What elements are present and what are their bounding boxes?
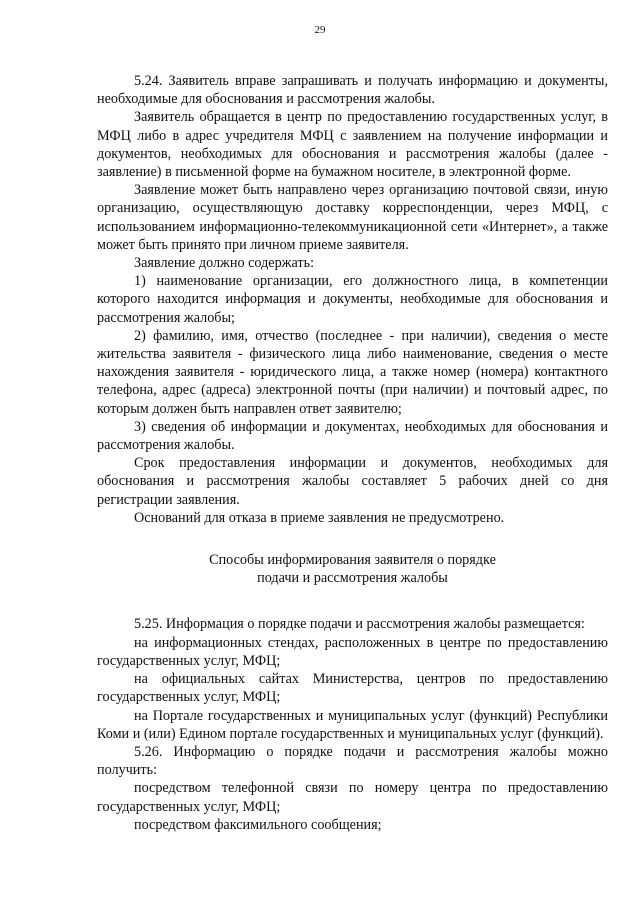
paragraph-deadline: Срок предоставления информации и документов, необходимых для обоснования и рассмотрения жалобы составляет 5 рабочих дней со дня регистрации заявления. <box>97 455 608 508</box>
paragraph-5-24: 5.24. Заявитель вправе запрашивать и получать информацию и документы, необходимые для обоснования и рассмотрения жалобы. <box>97 73 608 108</box>
paragraph-5-25: 5.25. Информация о порядке подачи и рассмотрения жалобы размещается: <box>134 616 585 633</box>
list-item-stands: на информационных стендах, расположенных в центре по предоставлению государственных услуг, МФЦ; <box>97 634 608 669</box>
list-item-fax: посредством факсимильного сообщения; <box>134 816 382 833</box>
section-heading-line-2: подачи и рассмотрения жалобы <box>257 570 448 587</box>
list-item-portals: на Портале государственных и муниципальных услуг (функций) Республики Коми и (или) Едином портале государственных и муниципальных услуг (функций). <box>97 707 608 742</box>
section-heading-line-1: Способы информирования заявителя о порядке <box>209 552 496 569</box>
paragraph-contents-intro: Заявление должно содержать: <box>134 255 315 272</box>
list-item-3: 3) сведения об информации и документах, необходимых для обоснования и рассмотрения жалобы. <box>97 418 608 454</box>
paragraph-no-refusal: Оснований для отказа в приеме заявления не предусмотрено. <box>134 509 505 526</box>
list-item-websites: на официальных сайтах Министерства, центров по предоставлению государственных услуг, МФЦ; <box>97 671 608 706</box>
paragraph-submission-methods: Заявление может быть направлено через организацию почтовой связи, иную организацию, осуществляющую доставку корреспонденции, через МФЦ, с использованием информационно-телекоммуникационной сети «Интернет», а также может быть принято при личном приеме заявителя. <box>97 182 608 253</box>
list-item-phone: посредством телефонной связи по номеру центра по предоставлению государственных услуг, МФЦ; <box>97 780 608 815</box>
document-body <box>97 72 608 834</box>
list-item-2: 2) фамилию, имя, отчество (последнее - при наличии), сведения о месте жительства заявителя - физического лица либо наименование, сведения о месте нахождения заявителя - юридического лица, а также номер (номера) контактного телефона, адрес (адреса) электронной почты (при наличии) и почтовый адрес, по которым должен быть направлен ответ заявителю; <box>97 327 608 417</box>
page-number: 29 <box>314 24 326 36</box>
paragraph-applicant-request: Заявитель обращается в центр по предоставлению государственных услуг, в МФЦ либо в адрес учредителя МФЦ с заявлением на получение информации и документов, необходимых для обоснования и рассмотрения жалобы (далее - заявление) в письменной форме на бумажном носителе, в электронной форме. <box>97 109 608 181</box>
section-heading <box>97 551 608 587</box>
list-item-1: 1) наименование организации, его должностного лица, в компетенции которого находится информация и документы, необходимые для обоснования и рассмотрения жалобы; <box>97 273 608 326</box>
paragraph-5-26: 5.26. Информацию о порядке подачи и рассмотрения жалобы можно получить: <box>97 743 608 779</box>
